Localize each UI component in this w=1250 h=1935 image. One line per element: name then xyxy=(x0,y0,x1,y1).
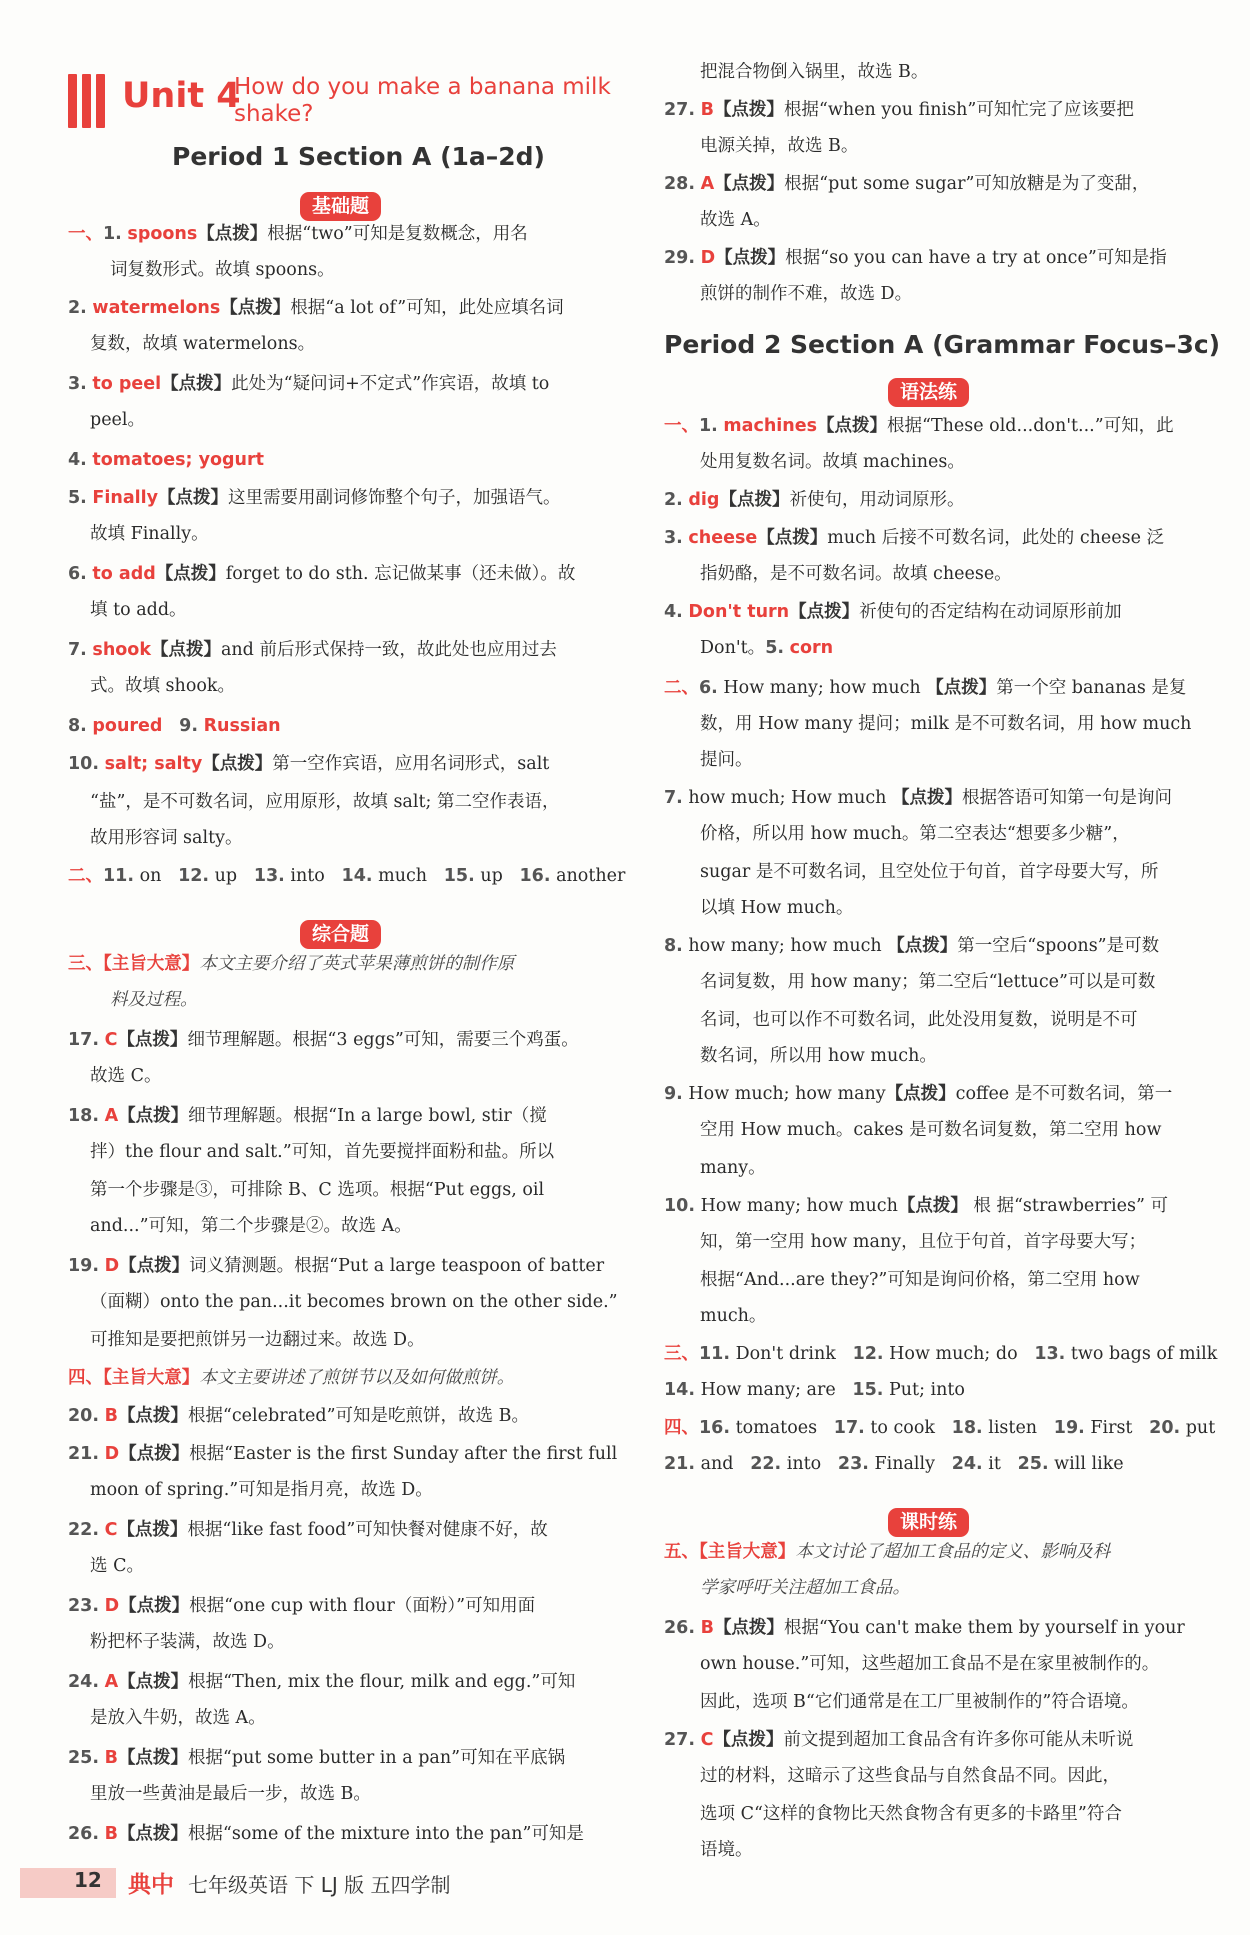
answer-line: 粉把杯子装满，故选 D。 xyxy=(90,1632,285,1652)
answer-line: 学家呼吁关注超加工食品。 xyxy=(700,1578,910,1598)
answer-line: 故选 C。 xyxy=(90,1066,162,1086)
answer-line: 填 to add。 xyxy=(90,600,187,620)
answer-line: 一、1. machines【点拨】根据“These old...don't...”可知，此 xyxy=(664,416,1174,436)
answer-line: peel。 xyxy=(90,410,146,430)
answer-line: 24. A【点拨】根据“Then, mix the flour, milk and egg.”可知 xyxy=(68,1672,576,1692)
answer-line: 29. D【点拨】根据“so you can have a try at once”可知是指 xyxy=(664,248,1167,268)
answer-line: 名词复数，用 how many；第二空后“lettuce”可以是可数 xyxy=(700,972,1156,992)
answer-line: 电源关掉，故选 B。 xyxy=(700,136,859,156)
answer-line: 价格，所以用 how much。第二空表达“想要多少糖”， xyxy=(700,824,1130,844)
unit-title xyxy=(234,74,611,128)
answer-line: 10. salt; salty【点拨】第一空作宾语，应用名词形式，salt xyxy=(68,754,550,774)
answer-line: 25. B【点拨】根据“put some butter in a pan”可知在平底锅 xyxy=(68,1748,566,1768)
answer-line: 三、【主旨大意】本文主要介绍了英式苹果薄煎饼的制作原 xyxy=(68,954,515,974)
answer-line: 知，第一空用 how many，且位于句首，首字母要大写； xyxy=(700,1232,1147,1252)
answer-line: 复数，故填 watermelons。 xyxy=(90,334,316,354)
answer-line: 词复数形式。故填 spoons。 xyxy=(110,260,335,280)
answer-line: 过的材料，这暗示了这些食品与自然食品不同。因此， xyxy=(700,1766,1120,1786)
answer-line: 8. how many; how much 【点拨】第一空后“spoons”是可数 xyxy=(664,936,1160,956)
answer-line: 语境。 xyxy=(700,1840,753,1860)
answer-line: 故填 Finally。 xyxy=(90,524,209,544)
answer-line: 28. A【点拨】根据“put some sugar”可知放糖是为了变甜， xyxy=(664,174,1150,194)
footer xyxy=(20,1862,620,1902)
answer-line: 一、1. spoons【点拨】根据“two”可知是复数概念，用名 xyxy=(68,224,528,244)
answer-line: 8. poured 9. Russian xyxy=(68,716,281,736)
answer-line: 6. to add【点拨】forget to do sth. 忘记做某事（还未做）。故 xyxy=(68,564,576,584)
answer-line: 四、16. tomatoes 17. to cook 18. listen 19. First 20. put xyxy=(664,1418,1216,1438)
period2-heading: Period 2 Section A (Grammar Focus–3c) xyxy=(664,330,1221,359)
answer-line: 21. and 22. into 23. Finally 24. it 25. will like xyxy=(664,1454,1124,1474)
answer-line: 故用形容词 salty。 xyxy=(90,828,243,848)
answer-line: 17. C【点拨】细节理解题。根据“3 eggs”可知，需要三个鸡蛋。 xyxy=(68,1030,579,1050)
answer-line: 根据“And...are they?”可知是询问价格，第二空用 how xyxy=(700,1270,1140,1290)
answer-line: 二、11. on 12. up 13. into 14. much 15. up 16. another xyxy=(68,866,626,886)
answer-line: 19. D【点拨】词义猜测题。根据“Put a large teaspoon of batter xyxy=(68,1256,605,1276)
answer-line: 里放一些黄油是最后一步，故选 B。 xyxy=(90,1784,371,1804)
tag-yufa: 语法练 xyxy=(888,378,969,407)
brand-logo: 典中 xyxy=(128,1872,174,1898)
answer-line: 14. How many; are 15. Put; into xyxy=(664,1380,965,1400)
answer-line: 2. watermelons【点拨】根据“a lot of”可知，此处应填名词 xyxy=(68,298,564,318)
answer-line: many。 xyxy=(700,1158,766,1178)
tag-zonghe: 综合题 xyxy=(300,920,381,949)
answer-line: 拌）the flour and salt.”可知，首先要搅拌面粉和盐。所以 xyxy=(90,1142,555,1162)
answer-line: 指奶酪，是不可数名词。故填 cheese。 xyxy=(700,564,1012,584)
answer-line: 9. How much; how many【点拨】coffee 是不可数名词，第一 xyxy=(664,1084,1173,1104)
answer-line: 式。故填 shook。 xyxy=(90,676,235,696)
footer-text: 七年级英语 下 LJ 版 五四学制 xyxy=(188,1873,451,1897)
answer-line: 提问。 xyxy=(700,750,753,770)
answer-line: 4. tomatoes; yogurt xyxy=(68,450,265,470)
answer-line: 处用复数名词。故填 machines。 xyxy=(700,452,965,472)
answer-line: 22. C【点拨】根据“like fast food”可知快餐对健康不好，故 xyxy=(68,1520,548,1540)
answer-line: 18. A【点拨】细节理解题。根据“In a large bowl, stir（搅 xyxy=(68,1106,547,1126)
answer-line: 以填 How much。 xyxy=(700,898,854,918)
answer-line: 料及过程。 xyxy=(110,990,198,1010)
answer-line: much。 xyxy=(700,1306,767,1326)
unit-header xyxy=(68,72,628,132)
answer-line: 5. Finally【点拨】这里需要用副词修饰整个句子，加强语气。 xyxy=(68,488,561,508)
answer-line: 名词，也可以作不可数名词，此处没用复数，说明是不可 xyxy=(700,1010,1138,1030)
answer-line: 选项 C“这样的食物比天然食物含有更多的卡路里”符合 xyxy=(700,1804,1122,1824)
answer-line: （面糊）onto the pan...it becomes brown on the other side.” xyxy=(90,1292,618,1312)
answer-line: 选 C。 xyxy=(90,1556,144,1576)
answer-line: 21. D【点拨】根据“Easter is the first Sunday after the first full xyxy=(68,1444,618,1464)
answer-line: 27. B【点拨】根据“when you finish”可知忙完了应该要把 xyxy=(664,100,1134,120)
answer-line: 数名词，所以用 how much。 xyxy=(700,1046,937,1066)
answer-line: 数，用 How many 提问；milk 是不可数名词，用 how much xyxy=(700,714,1192,734)
answer-line: 因此，选项 B“它们通常是在工厂里被制作的”符合语境。 xyxy=(700,1692,1139,1712)
answer-line: 27. C【点拨】前文提到超加工食品含有许多你可能从未听说 xyxy=(664,1730,1134,1750)
tag-jichu: 基础题 xyxy=(300,192,381,221)
answer-line: 7. how much; How much 【点拨】根据答语可知第一句是询问 xyxy=(664,788,1172,808)
answer-line: 空用 How much。cakes 是可数名词复数，第二空用 how xyxy=(700,1120,1162,1140)
answer-line: own house.”可知，这些超加工食品不是在家里被制作的。 xyxy=(700,1654,1160,1674)
answer-line: 3. cheese【点拨】much 后接不可数名词，此处的 cheese 泛 xyxy=(664,528,1165,548)
answer-line: 7. shook【点拨】and 前后形式保持一致，故此处也应用过去 xyxy=(68,640,557,660)
page-number: 12 xyxy=(74,1868,102,1892)
answer-line: 23. D【点拨】根据“one cup with flour（面粉）”可知用面 xyxy=(68,1596,536,1616)
unit-title-line1: How do you make a banana milk xyxy=(234,74,611,100)
answer-line: and...”可知，第二个步骤是②。故选 A。 xyxy=(90,1216,412,1236)
answer-line: 26. B【点拨】根据“You can't make them by yourself in your xyxy=(664,1618,1185,1638)
answer-line: 2. dig【点拨】祈使句，用动词原形。 xyxy=(664,490,965,510)
answer-line: moon of spring.”可知是指月亮，故选 D。 xyxy=(90,1480,433,1500)
answer-line: 4. Don't turn【点拨】祈使句的否定结构在动词原形前加 xyxy=(664,602,1122,622)
period1-heading: Period 1 Section A (1a–2d) xyxy=(172,142,545,171)
header-bars-icon xyxy=(68,74,110,132)
answer-line: 四、【主旨大意】本文主要讲述了煎饼节以及如何做煎饼。 xyxy=(68,1368,515,1388)
answer-line: 二、6. How many; how much 【点拨】第一个空 bananas 是复 xyxy=(664,678,1187,698)
unit-title-line2: shake? xyxy=(234,101,314,127)
answer-line: 五、【主旨大意】本文讨论了超加工食品的定义、影响及科 xyxy=(664,1542,1111,1562)
tag-keshi: 课时练 xyxy=(888,1508,969,1537)
answer-line: Don't。5. corn xyxy=(700,638,834,658)
unit-label: Unit 4 xyxy=(122,76,241,116)
answer-line: 3. to peel【点拨】此处为“疑问词+不定式”作宾语，故填 to xyxy=(68,374,550,394)
answer-line: 26. B【点拨】根据“some of the mixture into the pan”可知是 xyxy=(68,1824,584,1844)
answer-line: 把混合物倒入锅里，故选 B。 xyxy=(700,62,929,82)
answer-line: 可推知是要把煎饼另一边翻过来。故选 D。 xyxy=(90,1330,425,1350)
answer-line: 故选 A。 xyxy=(700,210,771,230)
answer-line: 是放入牛奶，故选 A。 xyxy=(90,1708,266,1728)
answer-line: 第一个步骤是③，可排除 B、C 选项。根据“Put eggs, oil xyxy=(90,1180,545,1200)
answer-line: 20. B【点拨】根据“celebrated”可知是吃煎饼，故选 B。 xyxy=(68,1406,529,1426)
answer-line: 三、11. Don't drink 12. How much; do 13. two bags of milk xyxy=(664,1344,1218,1364)
answer-line: 煎饼的制作不难，故选 D。 xyxy=(700,284,913,304)
answer-line: 10. How many; how much【点拨】 根 据“strawberries” 可 xyxy=(664,1196,1168,1216)
answer-line: “盐”，是不可数名词，应用原形，故填 salt; 第二空作表语， xyxy=(90,792,560,812)
answer-line: sugar 是不可数名词，且空处位于句首，首字母要大写，所 xyxy=(700,862,1159,882)
